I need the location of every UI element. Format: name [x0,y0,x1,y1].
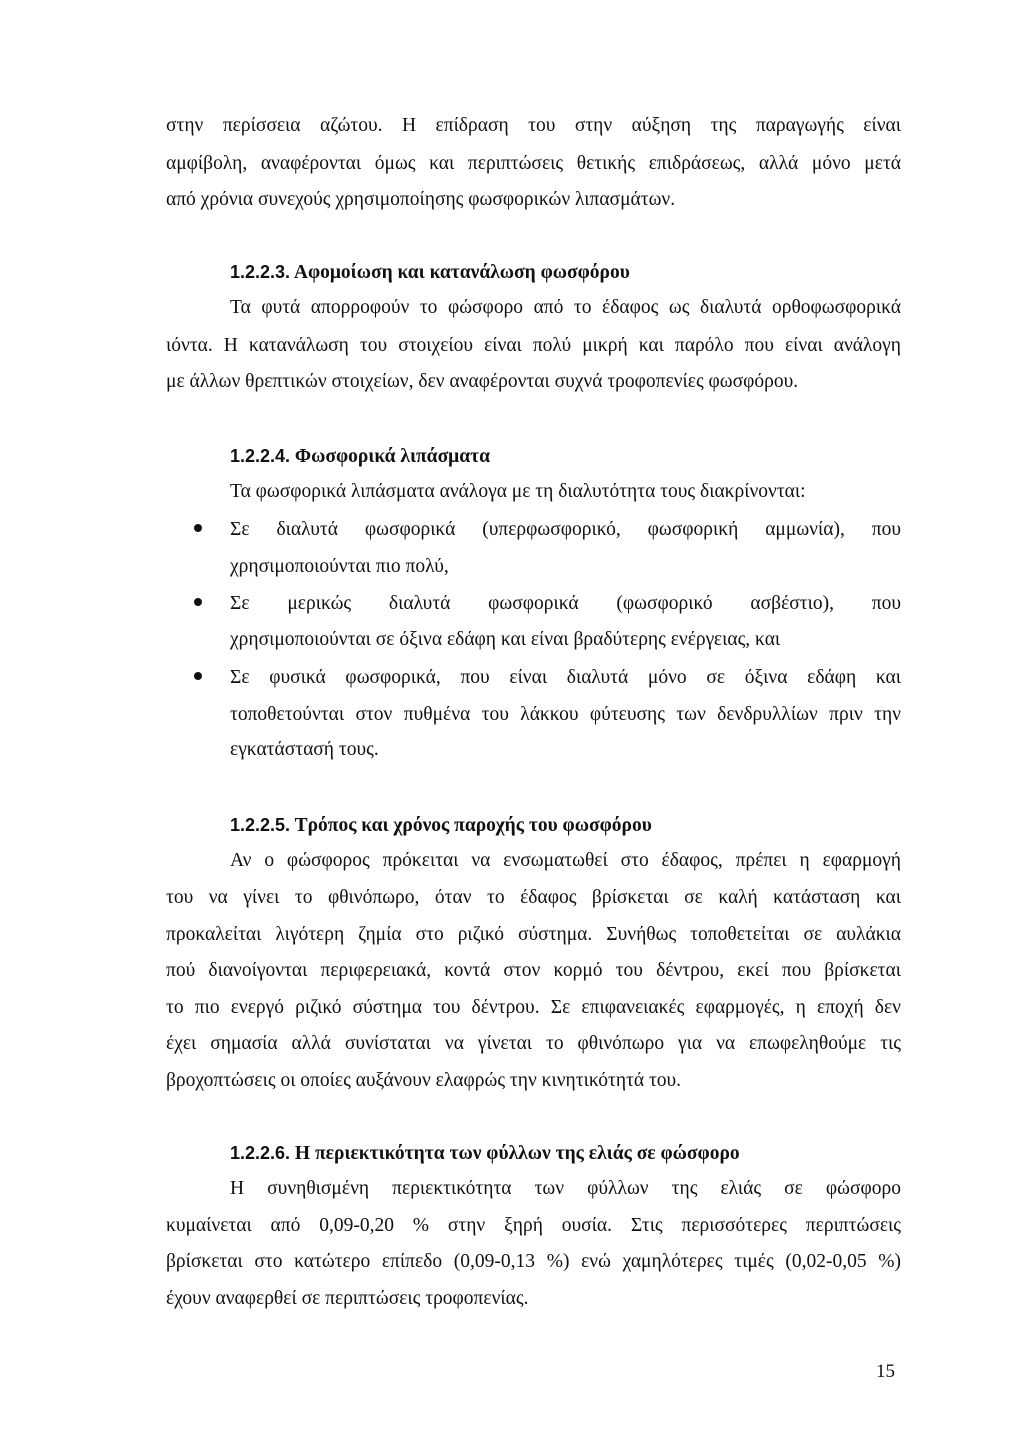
paragraph-line: Τα φωσφορικά λιπάσματα ανάλογα με τη διαλυτότητα τους διακρίνονται: [230,481,806,502]
paragraph-line: έχει σημασία αλλά συνίσταται να γίνεται το φθινόπωρο για να επωφεληθούμε τις [166,1033,901,1054]
paragraph-line: πού διανοίγονται περιφερειακά, κοντά στον κορμό του δέντρου, εκεί που βρίσκεται [166,960,901,981]
list-item-line: χρησιμοποιούνται σε όξινα εδάφη και είναι βραδύτερης ενέργειας, και [230,629,781,650]
paragraph-line: κυμαίνεται από 0,09-0,20 % στην ξηρή ουσία. Στις περισσότερες περιπτώσεις [166,1215,901,1236]
paragraph-line: βροχοπτώσεις οι οποίες αυξάνουν ελαφρώς την κινητικότητά του. [166,1070,682,1091]
section-heading [230,260,630,285]
section-number: 1.2.2.5. [230,815,291,835]
section-heading [230,1141,740,1166]
paragraph-line: ιόντα. Η κατανάλωση του στοιχείου είναι πολύ μικρή και παρόλο που είναι ανάλογη [166,335,901,356]
page-number: 15 [876,1361,895,1382]
paragraph-line: αμφίβολη, αναφέρονται όμως και περιπτώσεις θετικής επιδράσεως, αλλά μόνο μετά [166,153,901,174]
bullet-icon [194,672,202,680]
paragraph-line: προκαλείται λιγότερη ζημία στο ριζικό σύστημα. Συνήθως τοποθετείται σε αυλάκια [166,924,901,945]
section-title: Η περιεκτικότητα των φύλλων της ελιάς σε φώσφορο [294,1143,740,1164]
list-item-line: εγκατάστασή τους. [230,739,379,760]
section-number: 1.2.2.6. [230,1143,291,1163]
section-number: 1.2.2.3. [230,262,291,282]
bullet-icon [194,598,202,606]
paragraph-line: του να γίνει το φθινόπωρο, όταν το έδαφος βρίσκεται σε καλή κατάσταση και [166,887,901,908]
bullet-icon [194,524,202,532]
list-item-line: τοποθετούνται στον πυθμένα του λάκκου φύτευσης των δενδρυλλίων πριν την [230,704,901,725]
paragraph-line: στην περίσσεια αζώτου. Η επίδραση του στην αύξηση της παραγωγής είναι [166,115,901,136]
paragraph-line: το πιο ενεργό ριζικό σύστημα του δέντρου. Σε επιφανειακές εφαρμογές, η εποχή δεν [166,997,901,1018]
section-title: Αφομοίωση και κατανάλωση φωσφόρου [293,262,630,283]
paragraph-line: Τα φυτά απορροφούν το φώσφορο από το έδαφος ως διαλυτά ορθοφωσφορικά [230,297,901,318]
paragraph-line: Η συνηθισμένη περιεκτικότητα των φύλλων της ελιάς σε φώσφορο [230,1178,901,1199]
list-item-line: χρησιμοποιούνται πιο πολύ, [230,556,449,577]
list-item-line: Σε μερικώς διαλυτά φωσφορικά (φωσφορικό ασβέστιο), που [230,593,901,614]
paragraph-line: βρίσκεται στο κατώτερο επίπεδο (0,09-0,13 %) ενώ χαμηλότερες τιμές (0,02-0,05 %) [166,1251,901,1272]
paragraph-line: με άλλων θρεπτικών στοιχείων, δεν αναφέρονται συχνά τροφοπενίες φωσφόρου. [166,371,799,392]
list-item-line: Σε διαλυτά φωσφορικά (υπερφωσφορικό, φωσφορική αμμωνία), που [230,519,901,540]
section-title: Φωσφορικά λιπάσματα [294,446,490,467]
paragraph-line: έχουν αναφερθεί σε περιπτώσεις τροφοπενίας. [166,1288,529,1309]
section-number: 1.2.2.4. [230,446,291,466]
paragraph-line: Αν ο φώσφορος πρόκειται να ενσωματωθεί στο έδαφος, πρέπει η εφαρμογή [230,850,901,871]
section-heading [230,813,652,838]
paragraph-line: από χρόνια συνεχούς χρησιμοποίησης φωσφορικών λιπασμάτων. [166,189,676,210]
list-item-line: Σε φυσικά φωσφορικά, που είναι διαλυτά μόνο σε όξινα εδάφη και [230,667,901,688]
section-title: Τρόπος και χρόνος παροχής του φωσφόρου [294,815,652,836]
section-heading [230,444,490,469]
